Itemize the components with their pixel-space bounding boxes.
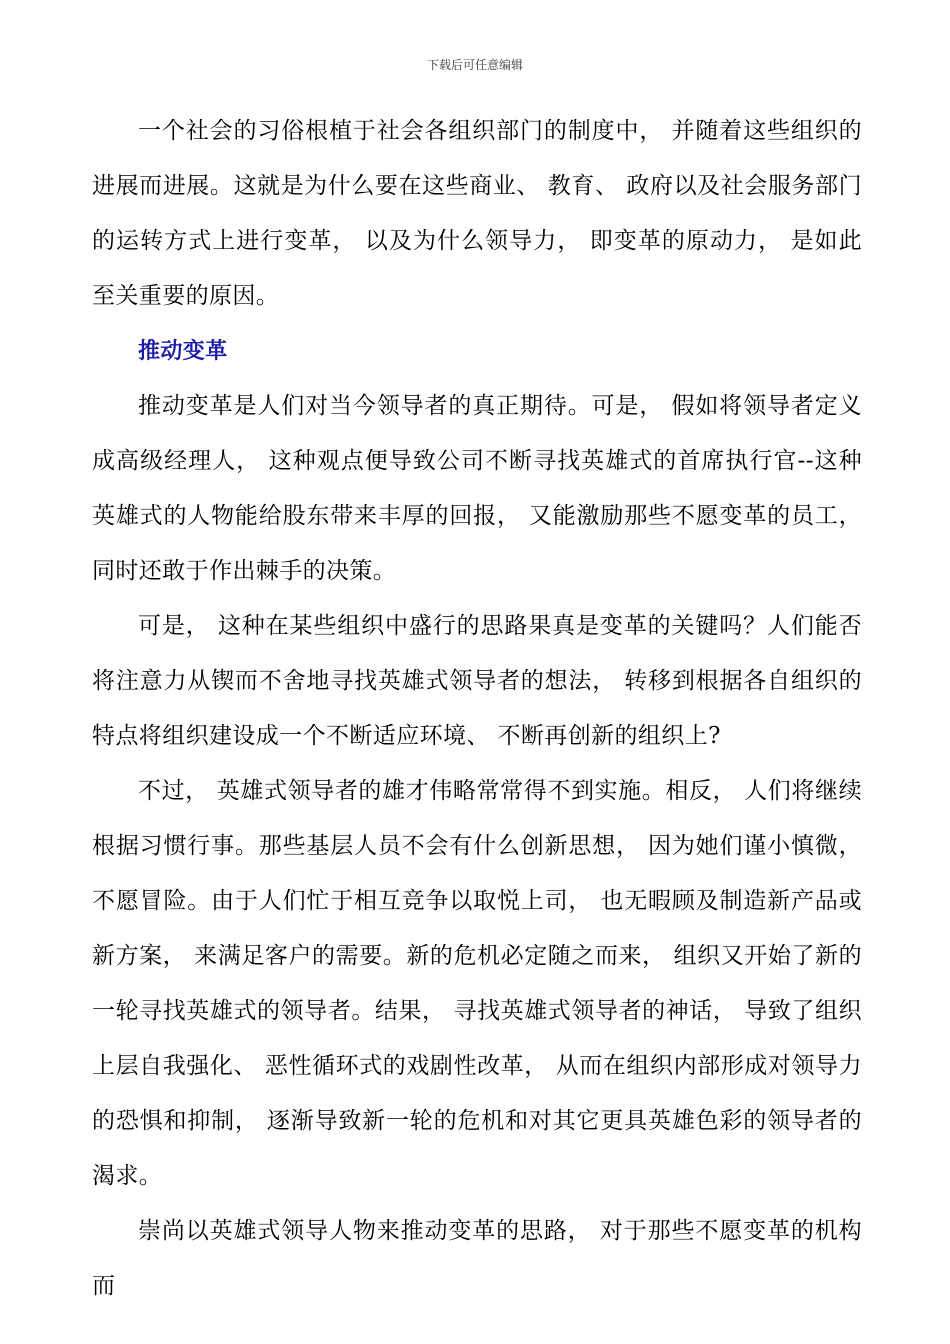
paragraph-closing: 崇尚以英雄式领导人物来推动变革的思路， 对于那些不愿变革的机构而 [92,1218,862,1299]
paragraph-expectation: 推动变革是人们对当今领导者的真正期待。可是， 假如将领导者定义成高级经理人， 这种观点便导致公司不断寻找英雄式的首席执行官--这种英雄式的人物能给股东带来丰厚的回报， 又能激励那些不愿变革的员工， 同时还敢于作出棘手的决策。 [92,393,862,584]
paragraph-question: 可是， 这种在某些组织中盛行的思路果真是变革的关键吗？人们能否将注意力从锲而不舍地寻找英雄式领导者的想法， 转移到根据各自组织的特点将组织建设成一个不断适应环境、 不断再创新的组织上? [92,613,862,749]
paragraph-heroic-leaders: 不过， 英雄式领导者的雄才伟略常常得不到实施。相反， 人们将继续根据习惯行事。那些基层人员不会有什么创新思想， 因为她们谨小慎微， 不愿冒险。由于人们忙于相互竞争以取悦上司， 也无暇顾及制造新产品或新方案， 来满足客户的需要。新的危机必定随之而来， 组织又开始了新的一轮寻找英雄式的领导者。结果， 寻找英雄式领导者的神话， 导致了组织上层自我强化、 恶性循环式的戏剧性改革， 从而在组织内部形成对领导力的恐惧和抑制， 逐渐导致新一轮的危机和对其它更具英雄色彩的领导者的渴求。 [92,778,862,1189]
document-body [92,104,862,1314]
paragraph-intro: 一个社会的习俗根植于社会各组织部门的制度中， 并随着这些组织的进展而进展。这就是为什么要在这些商业、 教育、 政府以及社会服务部门的运转方式上进行变革， 以及为什么领导力， 即变革的原动力， 是如此至关重要的原因。 [92,118,862,309]
page-header: 下载后可任意编辑 [426,58,523,72]
section-heading: 推动变革 [138,338,228,364]
